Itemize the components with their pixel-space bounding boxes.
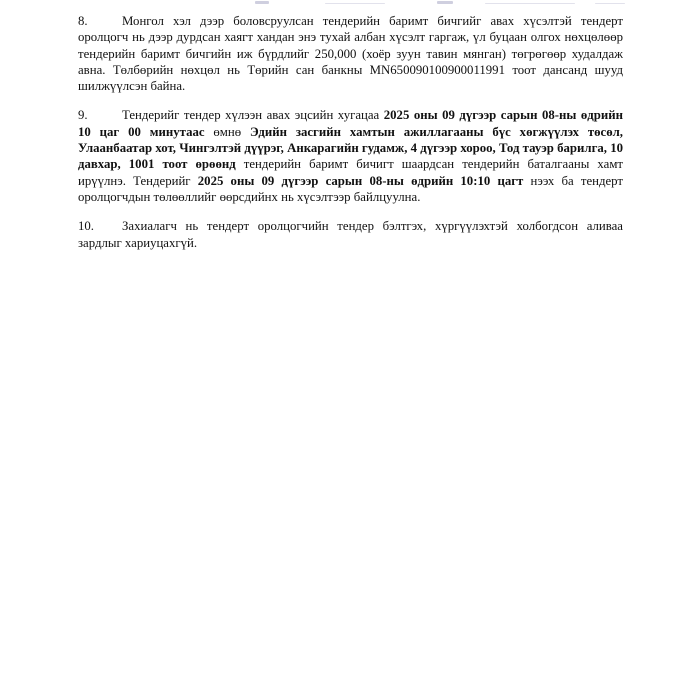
text-run-bold: Эдийн засгийн хамтын ажиллагааны бүс хөгжүүлэх төсөл, Улаанбаатар хот, Чингэлтэй дүүрэг, Анкарагийн гудамж, 4 дүгээр хороо, Тод тауэр барилга, 10 давхар, 1001 тоот өрөөнд <box>78 124 623 172</box>
text-run: тендерийн баримт бичигт шаардсан тендерийн баталгааны хамт ирүүлнэ. Тендерийг <box>78 157 624 188</box>
item-number: 9. <box>78 108 88 123</box>
numbered-paragraph <box>78 218 623 251</box>
item-text <box>78 108 623 203</box>
text-run: Тендерийг тендер хүлээн авах эцсийн хугацаа <box>122 108 384 123</box>
text-run-bold: 2025 оны 09 дүгээр сарын 08-ны өдрийн 10:10 цагт <box>197 173 524 188</box>
item-number: 8. <box>78 14 88 28</box>
item-text <box>78 219 623 249</box>
item-text <box>78 14 623 93</box>
text-run: өмнө <box>204 124 251 139</box>
item-number: 10. <box>78 219 94 234</box>
document-body <box>78 13 623 264</box>
text-run: Монгол хэл дээр боловсруулсан тендерийн баримт бичгийг авах хүсэлтэй тендерт оролцогч нь дээр дурдсан хаягт хандан энэ тухай албан хүсэлт гаргаж, үл буцаан олгох нөхцөлөөр тендерийн баримт бичгийн иж бүрдлийг 250,000 (хоёр зуун тавин мянган) төгрөгөөр худалдаж авна. Төлбөрийн нөхцөл нь Төрийн сан банкны MN650090100900011991 тоот дансанд шууд шилжүүлсэн байна. <box>78 14 623 94</box>
text-run: Захиалагч нь тендерт оролцогчийн тендер бэлтгэх, хүргүүлэхтэй холбогдсон аливаа зардлыг хариуцахгүй. <box>78 219 623 250</box>
numbered-paragraph <box>78 13 623 94</box>
text-run-bold: 2025 оны 09 дүгээр сарын 08-ны өдрийн 10 цаг 00 минутаас <box>78 108 623 139</box>
text-run: нээх ба тендерт оролцогчдын төлөөллийг өөрсдийнх нь хүсэлтээр байлцуулна. <box>78 173 623 204</box>
clipped-text-remnant <box>255 0 635 6</box>
numbered-paragraph <box>78 107 623 205</box>
